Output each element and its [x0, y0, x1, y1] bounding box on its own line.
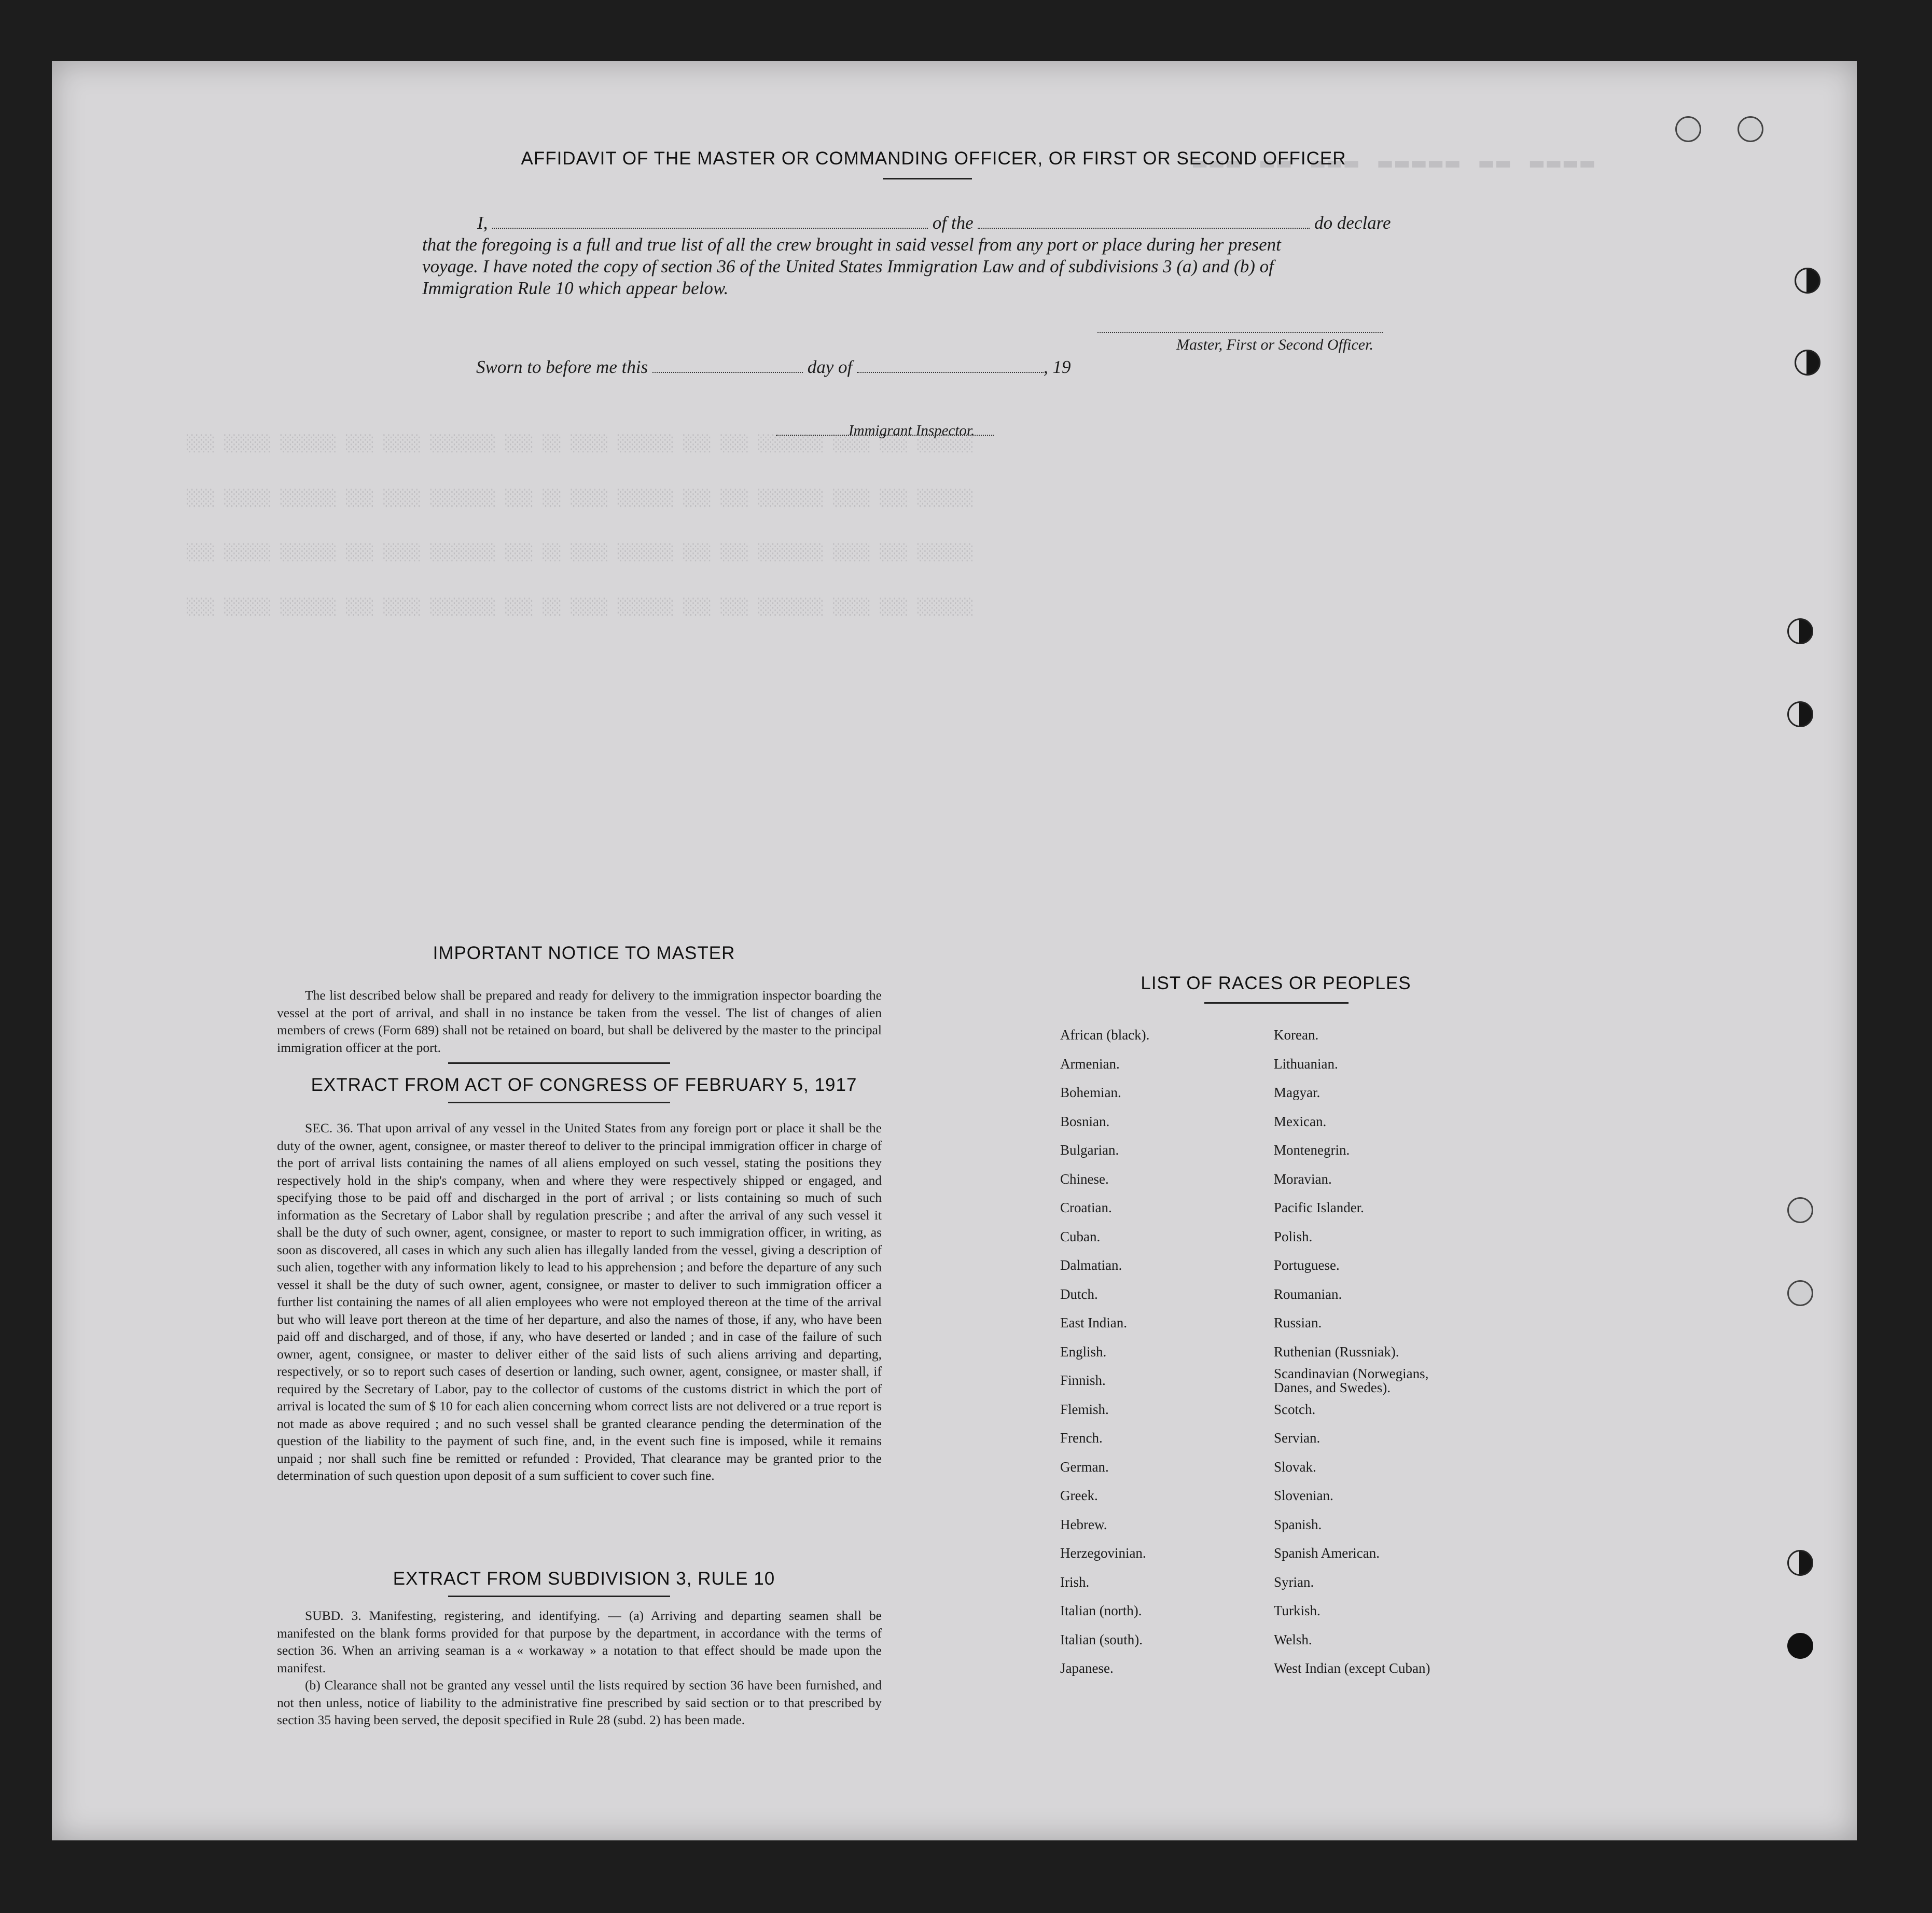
race-item: Roumanian.: [1274, 1286, 1342, 1302]
race-item: Spanish.: [1274, 1516, 1322, 1532]
rule-text-a: SUBD. 3. Manifesting, registering, and identifying. — (a) Arriving and departing seamen shall be manifested on the blank forms provided for that purpose by the department, in accordance with the terms of section 36. When an arriving seaman is a « workaway » a notation to that effect should be made upon the manifest.: [277, 1608, 882, 1675]
race-item: Irish.: [1060, 1574, 1090, 1590]
punch-hole: [1795, 268, 1820, 294]
race-item: Pacific Islander.: [1274, 1200, 1364, 1215]
race-item: Lithuanian.: [1274, 1056, 1338, 1072]
race-item: Welsh.: [1274, 1631, 1312, 1647]
bleed-through-text: ▬▬▬ ▬▬ ▬▬▬ ▬▬▬▬▬ ▬▬ ▬▬▬▬: [1193, 149, 1597, 176]
race-item: Servian.: [1274, 1430, 1321, 1446]
punch-hole: [1787, 1550, 1813, 1576]
race-item: Italian (south).: [1060, 1631, 1143, 1647]
title-rule: [883, 178, 972, 179]
race-item: Italian (north).: [1060, 1603, 1142, 1618]
affidavit-line-3: voyage. I have noted the copy of section 36 of the United States Immigration Law and of subdivisions 3 (a) and (b) of: [422, 256, 1274, 276]
race-item: Syrian.: [1274, 1574, 1314, 1590]
sworn-day-blank[interactable]: [652, 372, 803, 373]
punch-hole: [1787, 618, 1813, 644]
year-label: , 19: [1043, 357, 1071, 377]
race-item: Korean.: [1274, 1027, 1319, 1043]
rule-text-b: (b) Clearance shall not be granted any vessel until the lists required by section 36 have been furnished, and not then unless, notice of liability to the administrative fine prescribed by said section or to that prescribed by section 35 having been served, the deposit specified in Rule 28 (subd. 2) has been made.: [277, 1678, 882, 1727]
affidavit-title: AFFIDAVIT OF THE MASTER OR COMMANDING OFFICER, OR FIRST OR SECOND OFFICER: [521, 148, 1346, 169]
affidavit-line-2: that the foregoing is a full and true list of all the crew brought in said vessel from any port or place during her present: [422, 234, 1281, 255]
day-of-label: day of: [807, 357, 853, 377]
race-item: Armenian.: [1060, 1056, 1120, 1072]
race-item: Montenegrin.: [1274, 1142, 1350, 1158]
affidavit-line-4: Immigration Rule 10 which appear below.: [422, 278, 729, 298]
race-item: Croatian.: [1060, 1200, 1112, 1215]
race-item: English.: [1060, 1343, 1107, 1360]
races-title: LIST OF RACES OR PEOPLES: [1141, 973, 1411, 993]
sworn-label: Sworn to before me this: [476, 357, 648, 377]
race-item: Bulgarian.: [1060, 1142, 1119, 1158]
punch-hole: [1675, 116, 1701, 142]
race-item: Bosnian.: [1060, 1113, 1110, 1129]
notice-text: The list described below shall be prepared and ready for delivery to the immigration inspector boarding the vessel at the port of arrival, and shall in no instance be taken from the vessel. The list of changes of alien members of crews (Form 689) shall not be retained on board, but shall be delivered by the master to the principal immigration officer at the port.: [277, 988, 882, 1055]
master-signature-blank[interactable]: [1097, 332, 1383, 333]
race-item: Polish.: [1274, 1228, 1313, 1244]
race-item: Slovenian.: [1274, 1488, 1333, 1503]
race-item: Finnish.: [1060, 1373, 1106, 1388]
race-item: Scotch.: [1274, 1401, 1316, 1417]
race-item: Turkish.: [1274, 1603, 1321, 1618]
race-item: Magyar.: [1274, 1085, 1321, 1100]
race-item: Moravian.: [1274, 1171, 1332, 1187]
punch-hole: [1787, 1197, 1813, 1223]
race-item: Chinese.: [1060, 1171, 1109, 1187]
races-title-rule: [1204, 1002, 1349, 1004]
notice-title: IMPORTANT NOTICE TO MASTER: [433, 943, 735, 963]
race-item: Japanese.: [1060, 1660, 1114, 1676]
section-rule: [448, 1062, 670, 1064]
master-signature-label: Master, First or Second Officer.: [1176, 336, 1373, 353]
race-item: Flemish.: [1060, 1401, 1109, 1417]
act-title: EXTRACT FROM ACT OF CONGRESS OF FEBRUARY 5, 1917: [311, 1075, 857, 1095]
rule-title: EXTRACT FROM SUBDIVISION 3, RULE 10: [393, 1569, 775, 1589]
race-item: Portuguese.: [1274, 1257, 1340, 1273]
affidavit-line-1: [477, 213, 1391, 233]
sworn-month-blank[interactable]: [857, 372, 1044, 373]
race-item: Greek.: [1060, 1488, 1098, 1503]
name-blank[interactable]: [492, 228, 928, 229]
punch-hole: [1795, 350, 1820, 376]
sworn-line: [476, 357, 1071, 378]
race-item: Slovak.: [1274, 1459, 1316, 1475]
races-column-2: [1274, 1021, 1481, 1683]
race-item: Russian.: [1274, 1315, 1322, 1330]
punch-hole: [1738, 116, 1763, 142]
race-item: Herzegovinian.: [1060, 1545, 1146, 1561]
affidavit-do-declare: do declare: [1314, 213, 1391, 233]
race-item: Hebrew.: [1060, 1516, 1107, 1532]
inspector-signature-label: Immigrant Inspector.: [849, 422, 975, 439]
race-item: Dutch.: [1060, 1286, 1098, 1302]
bleed-through-rows: ░░░ ░░░░░ ░░░░░░ ░░░ ░░░░ ░░░░░░░ ░░░ ░░ ░░░░ ░░░░░░ ░░░ ░░░ ░░░░░░░ ░░░░ ░░░ ░░░░░░ ░░░ ░░░░░ ░░░░░░ ░░░ ░░░░ ░░░░░░░ ░░░ ░░ ░░░░ ░░░░░░ ░░░ ░░░ ░░░░░░░ ░░░░ ░░░ ░░░░░░ ░░░ ░░░░░ ░░░░░░ ░░░ ░░░░ ░░░░░░░ ░░░ ░░ ░░░░ ░░░░░░ ░░░ ░░░ ░░░░░░░ ░░░░ ░░░ ░░░░░░ ░░░ ░░░░░ ░░░░░░ ░░░ ░░░░ ░░░░░░░ ░░░ ░░ ░░░░ ░░░░░░ ░░░ ░░░ ░░░░░░░ ░░░░ ░░░ ░░░░░░: [187, 435, 974, 616]
punch-hole: [1787, 1280, 1813, 1306]
affidavit-of-the: of the: [932, 213, 974, 233]
race-item: Mexican.: [1274, 1113, 1327, 1129]
race-item: West Indian (except Cuban): [1274, 1660, 1430, 1676]
race-item: Dalmatian.: [1060, 1257, 1122, 1273]
races-column-1: [1060, 1021, 1257, 1683]
punch-hole: [1787, 1633, 1813, 1659]
race-item: African (black).: [1060, 1027, 1150, 1043]
race-item: Cuban.: [1060, 1228, 1101, 1244]
vessel-blank[interactable]: [978, 228, 1310, 229]
race-item: East Indian.: [1060, 1315, 1127, 1330]
race-item: Ruthenian (Russniak).: [1274, 1343, 1399, 1360]
section-rule: [448, 1102, 670, 1103]
race-item: Scandinavian (Norwegians, Danes, and Swedes).: [1274, 1365, 1429, 1395]
act-text: SEC. 36. That upon arrival of any vessel in the United States from any foreign port or place it shall be the duty of the owner, agent, consignee, or master thereof to deliver to the principal immigration officer in charge of the port of arrival lists containing the names of all aliens employed on such vessel, stating the positions they respectively hold in the ship's company, when and where they were respectively shipped or engaged, and specifying those to be paid off and discharged in the port of arrival ; or lists containing so much of such information as the Secretary of Labor shall by regulation prescribe ; and after the arrival of any such vessel it shall be the duty of such owner, agent, consignee, or master to report to such immigration officer, in writing, as soon as discovered, all cases in which any such alien has illegally landed from the vessel, giving a description of such alien, together with any information likely to lead to his apprehension ; and before the departure of any such vessel it shall be the duty of such owner, agent, consignee, or master to deliver to such immigration officer a further list containing the names of all alien employees who were not employed thereon at the time of the arrival but who will leave port thereon at the time of her departure, and also the names of those, if any, who have been paid off and discharged, and of those, if any, who have deserted or landed ; and in case of the failure of such owner, agent, consignee, or master to deliver either of the said lists of such aliens arriving and departing, respectively, or so to report such cases of desertion or landing, such owner, agent, consignee, or master shall, if required by the Secretary of Labor, pay to the collector of customs of the customs district in which the port of arrival is located the sum of $ 10 for each alien concerning whom correct lists are not delivered or a true report is not made as above required ; and no such vessel shall be granted clearance pending the determination of the question of the liability to the payment of such fine, and, in the event such fine is imposed, while it remains unpaid ; nor shall such fine be remitted or refunded : Provided, That clearance may be granted prior to the determination of such question upon deposit of a sum sufficient to cover such fine.: [277, 1120, 882, 1483]
race-item: German.: [1060, 1459, 1109, 1475]
affidavit-i: I,: [477, 213, 488, 233]
section-rule: [448, 1596, 670, 1597]
race-item: French.: [1060, 1430, 1103, 1446]
race-item: Spanish American.: [1274, 1545, 1380, 1561]
punch-hole: [1787, 701, 1813, 727]
race-item: Bohemian.: [1060, 1085, 1121, 1100]
rule-text: [277, 1607, 882, 1729]
